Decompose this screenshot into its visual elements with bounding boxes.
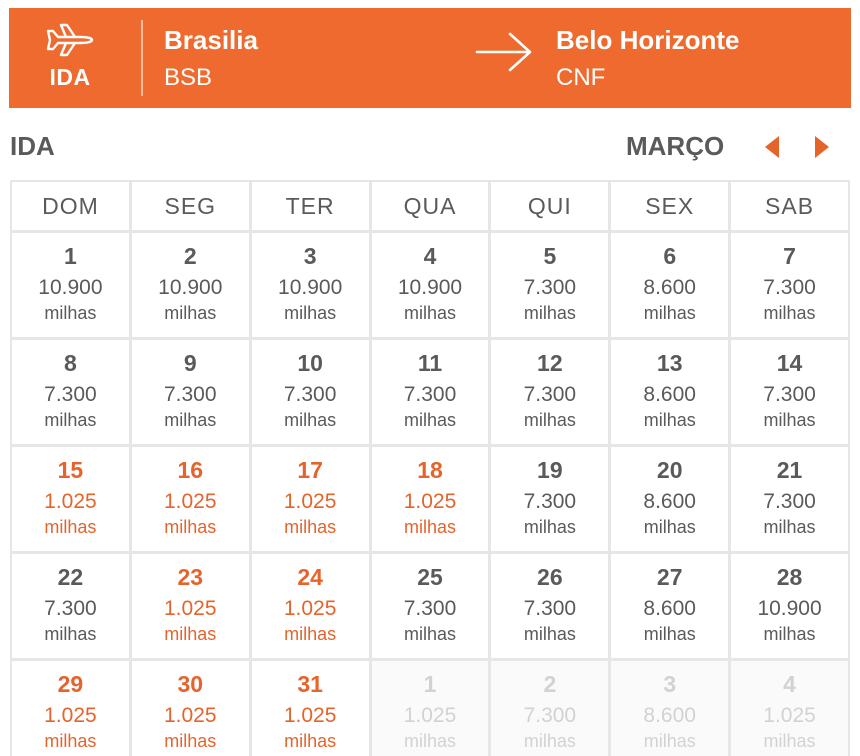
header-divider (141, 20, 143, 96)
price-unit: milhas (44, 624, 97, 644)
day-price: 10.900 (397, 276, 463, 299)
day-price: 7.300 (44, 383, 97, 406)
day-number: 17 (297, 457, 323, 483)
day-number: 25 (417, 564, 443, 590)
price-unit: milhas (523, 624, 576, 644)
day-price: 7.300 (523, 276, 577, 299)
day-number: 26 (537, 564, 563, 590)
month-label: MARÇO (626, 131, 725, 161)
day-cell[interactable] (132, 233, 249, 337)
weekday-header: QUI (491, 182, 608, 230)
day-price: 7.300 (523, 597, 577, 620)
day-number: 14 (776, 350, 803, 376)
day-price: 7.300 (283, 383, 337, 406)
day-cell[interactable] (611, 554, 728, 658)
day-price: 1.025 (163, 597, 217, 620)
day-number: 30 (177, 671, 204, 697)
day-price: 7.300 (763, 276, 816, 299)
day-number: 31 (297, 671, 323, 697)
caret-left-icon[interactable] (760, 134, 784, 160)
day-number: 23 (177, 564, 204, 590)
day-cell[interactable] (611, 447, 728, 551)
price-unit: milhas (284, 410, 337, 430)
price-unit: milhas (763, 624, 816, 644)
day-cell[interactable] (731, 447, 848, 551)
day-cell-promo[interactable] (252, 554, 369, 658)
day-cell-promo[interactable] (252, 661, 369, 756)
plane-icon (46, 22, 96, 58)
day-cell[interactable] (372, 554, 489, 658)
day-number: 15 (57, 457, 84, 483)
day-cell[interactable] (491, 554, 608, 658)
day-number: 22 (57, 564, 84, 590)
destination-code: CNF (556, 64, 606, 91)
day-number: 9 (183, 350, 197, 376)
day-number: 4 (783, 671, 796, 697)
day-cell-next-month (372, 661, 489, 756)
day-number: 1 (64, 243, 77, 269)
price-unit: milhas (403, 517, 456, 537)
day-price: 8.600 (643, 490, 696, 513)
price-unit: milhas (403, 731, 456, 751)
day-price: 7.300 (403, 597, 457, 620)
day-price: 1.025 (163, 490, 217, 513)
day-cell-next-month (731, 661, 848, 756)
price-unit: milhas (403, 303, 456, 323)
day-number: 27 (656, 564, 683, 590)
day-price: 7.300 (763, 383, 816, 406)
day-cell-promo[interactable] (132, 447, 249, 551)
day-cell[interactable] (12, 554, 129, 658)
weekday-header: SEX (611, 182, 728, 230)
weekday-header: SAB (731, 182, 848, 230)
day-cell[interactable] (731, 340, 848, 444)
origin-city: Brasilia (164, 25, 258, 55)
day-number: 21 (776, 457, 803, 483)
day-price: 8.600 (643, 704, 696, 727)
price-unit: milhas (284, 624, 337, 644)
day-price: 1.025 (763, 704, 816, 727)
day-price: 10.900 (757, 597, 822, 620)
price-unit: milhas (763, 517, 816, 537)
day-number: 3 (303, 243, 317, 269)
price-unit: milhas (643, 410, 696, 430)
price-unit: milhas (164, 624, 217, 644)
day-price: 7.300 (523, 490, 577, 513)
day-cell-promo[interactable] (132, 661, 249, 756)
day-cell[interactable] (731, 233, 848, 337)
day-cell[interactable] (491, 233, 608, 337)
price-unit: milhas (523, 303, 576, 323)
trip-type-label: IDA (49, 64, 91, 90)
day-price: 10.900 (278, 276, 343, 299)
day-price: 7.300 (403, 383, 457, 406)
day-number: 4 (423, 243, 437, 269)
day-cell[interactable] (611, 233, 728, 337)
day-price: 1.025 (403, 704, 457, 727)
day-number: 13 (656, 350, 683, 376)
day-price: 7.300 (163, 383, 217, 406)
price-unit: milhas (403, 410, 456, 430)
price-unit: milhas (403, 624, 456, 644)
price-unit: milhas (44, 410, 97, 430)
weekday-header: TER (252, 182, 369, 230)
weekday-header: DOM (12, 182, 129, 230)
price-unit: milhas (523, 410, 576, 430)
day-cell[interactable] (12, 233, 129, 337)
route-header (9, 8, 851, 108)
day-number: 18 (417, 457, 443, 483)
price-unit: milhas (643, 303, 696, 323)
day-number: 5 (543, 243, 557, 269)
day-price: 1.025 (44, 704, 97, 727)
day-price: 8.600 (643, 597, 696, 620)
price-unit: milhas (44, 731, 97, 751)
day-number: 29 (57, 671, 84, 697)
day-number: 10 (297, 350, 323, 376)
price-unit: milhas (643, 731, 696, 751)
price-unit: milhas (763, 410, 816, 430)
day-price: 1.025 (44, 490, 97, 513)
day-number: 19 (537, 457, 563, 483)
day-number: 28 (776, 564, 803, 590)
day-cell[interactable] (12, 340, 129, 444)
day-price: 7.300 (763, 490, 816, 513)
day-cell-promo[interactable] (12, 661, 129, 756)
caret-right-icon[interactable] (810, 134, 834, 160)
price-unit: milhas (284, 517, 337, 537)
day-price: 1.025 (283, 490, 337, 513)
day-price: 10.900 (158, 276, 223, 299)
price-unit: milhas (164, 303, 217, 323)
price-unit: milhas (44, 517, 97, 537)
day-number: 24 (297, 564, 323, 590)
price-unit: milhas (164, 731, 217, 751)
price-unit: milhas (763, 731, 816, 751)
day-cell[interactable] (132, 340, 249, 444)
calendar-grid (10, 180, 850, 756)
day-cell[interactable] (731, 554, 848, 658)
day-price: 7.300 (523, 383, 577, 406)
day-cell[interactable] (491, 447, 608, 551)
day-cell[interactable] (252, 233, 369, 337)
day-cell[interactable] (252, 340, 369, 444)
weekday-header: SEG (132, 182, 249, 230)
price-unit: milhas (44, 303, 97, 323)
price-unit: milhas (164, 410, 217, 430)
day-cell-promo[interactable] (132, 554, 249, 658)
day-number: 6 (663, 243, 677, 269)
day-price: 1.025 (163, 704, 217, 727)
day-cell-promo[interactable] (12, 447, 129, 551)
day-number: 12 (537, 350, 563, 376)
day-cell-next-month (611, 661, 728, 756)
day-number: 16 (177, 457, 204, 483)
origin-code: BSB (164, 64, 213, 91)
day-cell[interactable] (372, 340, 489, 444)
day-cell[interactable] (491, 340, 608, 444)
day-price: 7.300 (44, 597, 97, 620)
day-price: 1.025 (403, 490, 457, 513)
day-cell-next-month (491, 661, 608, 756)
day-price: 8.600 (643, 276, 696, 299)
price-unit: milhas (763, 303, 816, 323)
day-number: 1 (423, 671, 437, 697)
day-price: 1.025 (283, 597, 337, 620)
arrow-right-icon (474, 30, 534, 74)
price-unit: milhas (523, 731, 576, 751)
day-number: 20 (656, 457, 683, 483)
price-unit: milhas (643, 624, 696, 644)
destination-city: Belo Horizonte (556, 25, 740, 55)
price-unit: milhas (164, 517, 217, 537)
day-price: 8.600 (643, 383, 696, 406)
day-cell-promo[interactable] (252, 447, 369, 551)
day-cell-promo[interactable] (372, 447, 489, 551)
price-unit: milhas (643, 517, 696, 537)
day-cell[interactable] (611, 340, 728, 444)
section-title: IDA (10, 131, 55, 161)
price-unit: milhas (284, 731, 337, 751)
day-number: 8 (64, 350, 77, 376)
day-cell[interactable] (372, 233, 489, 337)
price-unit: milhas (523, 517, 576, 537)
day-number: 11 (417, 350, 443, 376)
day-number: 2 (543, 671, 557, 697)
price-unit: milhas (284, 303, 337, 323)
day-price: 7.300 (523, 704, 577, 727)
day-price: 1.025 (283, 704, 337, 727)
weekday-header: QUA (372, 182, 489, 230)
day-number: 3 (663, 671, 677, 697)
day-number: 7 (783, 243, 796, 269)
day-price: 10.900 (38, 276, 103, 299)
day-number: 2 (183, 243, 197, 269)
